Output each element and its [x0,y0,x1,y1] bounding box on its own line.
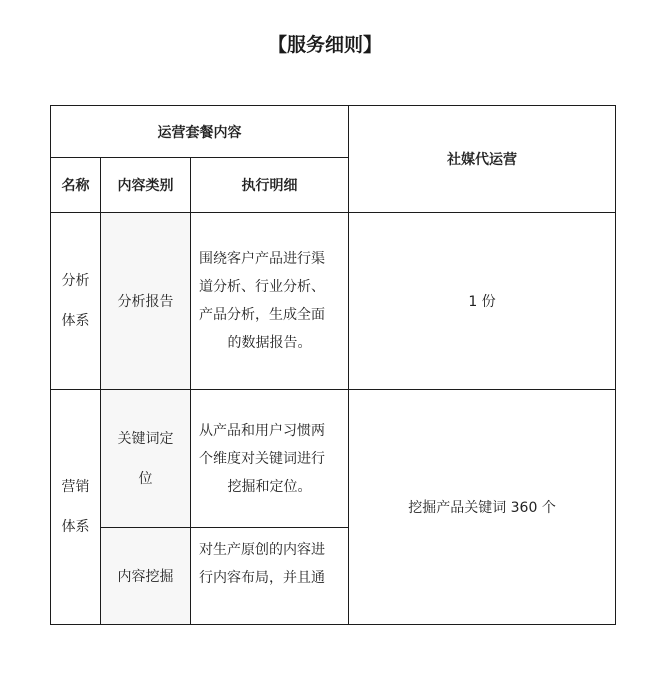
detail-line: 从产品和用户习惯两 [199,422,325,439]
row-detail-keyword [191,390,349,528]
row-name-marketing [51,390,101,625]
row-detail-analysis [191,213,349,390]
col-header-type: 内容类别 [101,158,191,213]
row-service-marketing: 挖掘产品关键词 360 个 [349,390,616,625]
row-detail-content [191,528,349,625]
row-name-analysis [51,213,101,390]
type-line: 位 [138,470,153,487]
type-line: 关键词定 [117,430,174,447]
name-line: 分析 [61,273,90,289]
detail-line: 个维度对关键词进行 [199,450,325,467]
row-type-analysis-report: 分析报告 [101,213,191,390]
name-line: 营销 [61,479,90,495]
row-type-keyword-positioning [101,390,191,528]
detail-line: 围绕客户产品进行渠 [199,251,325,267]
header-package-content: 运营套餐内容 [51,106,349,158]
row-type-content-mining: 内容挖掘 [101,528,191,625]
detail-line: 道分析、行业分析、 [199,279,325,295]
detail-line: 的数据报告。 [227,335,312,351]
detail-line: 行内容布局，并且通 [199,570,325,586]
header-social-media-service: 社媒代运营 [349,106,616,213]
col-header-detail: 执行明细 [191,158,349,213]
row-service-analysis: 1 份 [349,213,616,390]
detail-line: 产品分析，生成全面 [199,307,325,323]
service-table [50,105,616,625]
page-title: 【服务细则】 [267,34,382,56]
detail-line: 挖掘和定位。 [227,478,312,495]
detail-line: 对生产原创的内容进 [199,542,325,558]
name-line: 体系 [61,313,90,329]
col-header-name: 名称 [51,158,101,213]
name-line: 体系 [61,519,90,535]
